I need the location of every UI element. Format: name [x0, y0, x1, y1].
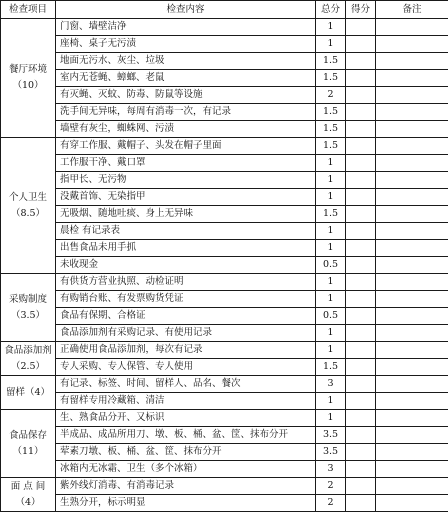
item-note[interactable]	[376, 495, 448, 512]
table-row	[1, 461, 448, 478]
category-name: 采购制度	[3, 292, 53, 308]
item-content: 地面无污水、灰尘、垃圾	[56, 53, 316, 70]
item-note[interactable]	[376, 274, 448, 291]
item-note[interactable]	[376, 410, 448, 427]
item-total-score: 1	[316, 274, 346, 291]
item-content: 工作服干净、戴口罩	[56, 155, 316, 172]
item-content: 正确使用食品添加剂，每次有记录	[56, 342, 316, 359]
table-row	[1, 172, 448, 189]
item-earned-score[interactable]	[346, 342, 376, 359]
item-note[interactable]	[376, 325, 448, 342]
item-total-score: 1	[316, 410, 346, 427]
item-content: 荤素刀墩、板、桶、盆、筐、抹布分开	[56, 444, 316, 461]
item-content: 座椅、桌子无污渍	[56, 36, 316, 53]
item-note[interactable]	[376, 359, 448, 376]
item-earned-score[interactable]	[346, 308, 376, 325]
item-total-score: 1	[316, 172, 346, 189]
item-content: 有灭蝇、灭蚊、防毒、防鼠等设施	[56, 87, 316, 104]
item-content: 食品添加剂有采购记录、有使用记录	[56, 325, 316, 342]
item-earned-score[interactable]	[346, 376, 376, 393]
item-earned-score[interactable]	[346, 478, 376, 495]
table-row	[1, 240, 448, 257]
category-name: 食品保存	[3, 428, 53, 444]
item-note[interactable]	[376, 36, 448, 53]
category-name: 餐厅环境	[3, 62, 53, 78]
table-row	[1, 70, 448, 87]
item-total-score: 1	[316, 325, 346, 342]
item-note[interactable]	[376, 257, 448, 274]
item-earned-score[interactable]	[346, 155, 376, 172]
item-total-score: 2	[316, 478, 346, 495]
item-content: 有穿工作服、戴帽子、头发在帽子里面	[56, 138, 316, 155]
item-content: 食品有保期、合格证	[56, 308, 316, 325]
table-row	[1, 478, 448, 495]
item-note[interactable]	[376, 155, 448, 172]
item-note[interactable]	[376, 376, 448, 393]
item-total-score: 3	[316, 461, 346, 478]
table-row	[1, 325, 448, 342]
category-cell	[1, 376, 56, 410]
category-cell	[1, 274, 56, 342]
item-note[interactable]	[376, 223, 448, 240]
table-row	[1, 495, 448, 512]
table-row	[1, 53, 448, 70]
table-row	[1, 359, 448, 376]
item-content: 有记录、标签、时间、留样人、品名、餐次	[56, 376, 316, 393]
item-note[interactable]	[376, 240, 448, 257]
category-points: （4）	[3, 495, 53, 511]
item-note[interactable]	[376, 172, 448, 189]
item-note[interactable]	[376, 291, 448, 308]
item-note[interactable]	[376, 427, 448, 444]
item-earned-score[interactable]	[346, 274, 376, 291]
item-total-score: 1.5	[316, 70, 346, 87]
item-content: 有留样专用冷藏箱、清洁	[56, 393, 316, 410]
item-earned-score[interactable]	[346, 138, 376, 155]
item-content: 生、熟食品分开、又标识	[56, 410, 316, 427]
table-row	[1, 36, 448, 53]
item-total-score: 3.5	[316, 427, 346, 444]
category-name: 留样（4）	[3, 385, 53, 401]
item-total-score: 1	[316, 189, 346, 206]
item-total-score: 2	[316, 495, 346, 512]
item-earned-score[interactable]	[346, 223, 376, 240]
header-total: 总分	[316, 1, 346, 19]
header-content: 检查内容	[56, 1, 316, 19]
item-total-score: 1	[316, 240, 346, 257]
item-earned-score[interactable]	[346, 461, 376, 478]
category-points: （3.5）	[3, 308, 53, 324]
table-row	[1, 376, 448, 393]
category-points: （8.5）	[3, 206, 53, 222]
item-content: 有购销台账、有发票购货凭证	[56, 291, 316, 308]
item-note[interactable]	[376, 444, 448, 461]
item-note[interactable]	[376, 104, 448, 121]
table-row	[1, 342, 448, 359]
header-note: 备注	[376, 1, 448, 19]
item-content: 出售食品未用手抓	[56, 240, 316, 257]
item-earned-score[interactable]	[346, 325, 376, 342]
table-row	[1, 155, 448, 172]
item-earned-score[interactable]	[346, 121, 376, 138]
item-total-score: 1	[316, 36, 346, 53]
item-total-score: 3	[316, 376, 346, 393]
header-row	[1, 1, 448, 19]
table-row	[1, 444, 448, 461]
item-earned-score[interactable]	[346, 291, 376, 308]
table-row	[1, 189, 448, 206]
table-row	[1, 104, 448, 121]
item-content: 生熟分开，标示明显	[56, 495, 316, 512]
item-total-score: 1.5	[316, 359, 346, 376]
item-earned-score[interactable]	[346, 189, 376, 206]
item-earned-score[interactable]	[346, 240, 376, 257]
category-name: 个人卫生	[3, 190, 53, 206]
item-content: 无吸烟、随地吐痰、身上无异味	[56, 206, 316, 223]
item-total-score: 0.5	[316, 257, 346, 274]
item-content: 墙壁有灰尘，蜘蛛网、污渍	[56, 121, 316, 138]
item-earned-score[interactable]	[346, 36, 376, 53]
item-content: 专人采购、专人保管、专人使用	[56, 359, 316, 376]
item-note[interactable]	[376, 308, 448, 325]
item-note[interactable]	[376, 121, 448, 138]
item-note[interactable]	[376, 70, 448, 87]
item-total-score: 1.5	[316, 104, 346, 121]
item-content: 室内无苍蝇、蟑螂、老鼠	[56, 70, 316, 87]
category-name: 食品添加剂	[3, 343, 53, 359]
table-row	[1, 206, 448, 223]
item-earned-score[interactable]	[346, 257, 376, 274]
header-category: 检查项目	[1, 1, 56, 19]
item-note[interactable]	[376, 138, 448, 155]
item-total-score: 1	[316, 155, 346, 172]
category-cell	[1, 410, 56, 478]
item-earned-score[interactable]	[346, 427, 376, 444]
item-content: 冰箱内无冰霜、卫生（多个冰箱）	[56, 461, 316, 478]
item-total-score: 1	[316, 291, 346, 308]
item-note[interactable]	[376, 206, 448, 223]
item-note[interactable]	[376, 19, 448, 36]
item-note[interactable]	[376, 461, 448, 478]
table-row	[1, 257, 448, 274]
item-total-score: 2	[316, 87, 346, 104]
inspection-body	[1, 19, 448, 512]
category-points: （10）	[3, 78, 53, 94]
item-earned-score[interactable]	[346, 495, 376, 512]
item-total-score: 0.5	[316, 308, 346, 325]
item-total-score: 1.5	[316, 206, 346, 223]
item-content: 洗手间无异味，每周有消毒一次，有记录	[56, 104, 316, 121]
item-total-score: 1.5	[316, 138, 346, 155]
header-got: 得分	[346, 1, 376, 19]
item-content: 门窗、墙壁洁净	[56, 19, 316, 36]
item-earned-score[interactable]	[346, 19, 376, 36]
item-earned-score[interactable]	[346, 359, 376, 376]
item-total-score: 3.5	[316, 444, 346, 461]
table-row	[1, 393, 448, 410]
item-earned-score[interactable]	[346, 393, 376, 410]
item-note[interactable]	[376, 478, 448, 495]
table-row	[1, 410, 448, 427]
category-cell	[1, 19, 56, 138]
item-content: 晨检 有记录表	[56, 223, 316, 240]
table-row	[1, 427, 448, 444]
item-note[interactable]	[376, 342, 448, 359]
item-total-score: 1	[316, 342, 346, 359]
item-earned-score[interactable]	[346, 87, 376, 104]
category-name: 面 点 间	[3, 479, 53, 495]
table-row	[1, 274, 448, 291]
item-earned-score[interactable]	[346, 104, 376, 121]
item-note[interactable]	[376, 87, 448, 104]
item-total-score: 1.5	[316, 53, 346, 70]
table-row	[1, 87, 448, 104]
item-total-score: 1	[316, 19, 346, 36]
category-points: （11）	[3, 444, 53, 460]
item-earned-score[interactable]	[346, 410, 376, 427]
table-row	[1, 138, 448, 155]
item-note[interactable]	[376, 393, 448, 410]
item-note[interactable]	[376, 53, 448, 70]
category-points: （2.5）	[3, 359, 53, 375]
item-note[interactable]	[376, 189, 448, 206]
table-row	[1, 19, 448, 36]
item-earned-score[interactable]	[346, 444, 376, 461]
item-content: 指甲长、无污物	[56, 172, 316, 189]
category-cell	[1, 138, 56, 274]
item-content: 半成品、成品所用刀、墩、板、桶、盆、筐、抹布分开	[56, 427, 316, 444]
table-row	[1, 121, 448, 138]
item-total-score: 1.5	[316, 121, 346, 138]
item-content: 未收现金	[56, 257, 316, 274]
table-row	[1, 291, 448, 308]
item-earned-score[interactable]	[346, 70, 376, 87]
table-row	[1, 223, 448, 240]
item-earned-score[interactable]	[346, 206, 376, 223]
category-cell	[1, 478, 56, 512]
item-content: 有供货方营业执照、动检证明	[56, 274, 316, 291]
table-row	[1, 308, 448, 325]
item-earned-score[interactable]	[346, 53, 376, 70]
item-content: 没戴首饰、无染指甲	[56, 189, 316, 206]
category-cell	[1, 342, 56, 376]
item-total-score: 1	[316, 223, 346, 240]
item-content: 紫外线灯消毒、有消毒记录	[56, 478, 316, 495]
item-total-score: 1	[316, 393, 346, 410]
item-earned-score[interactable]	[346, 172, 376, 189]
